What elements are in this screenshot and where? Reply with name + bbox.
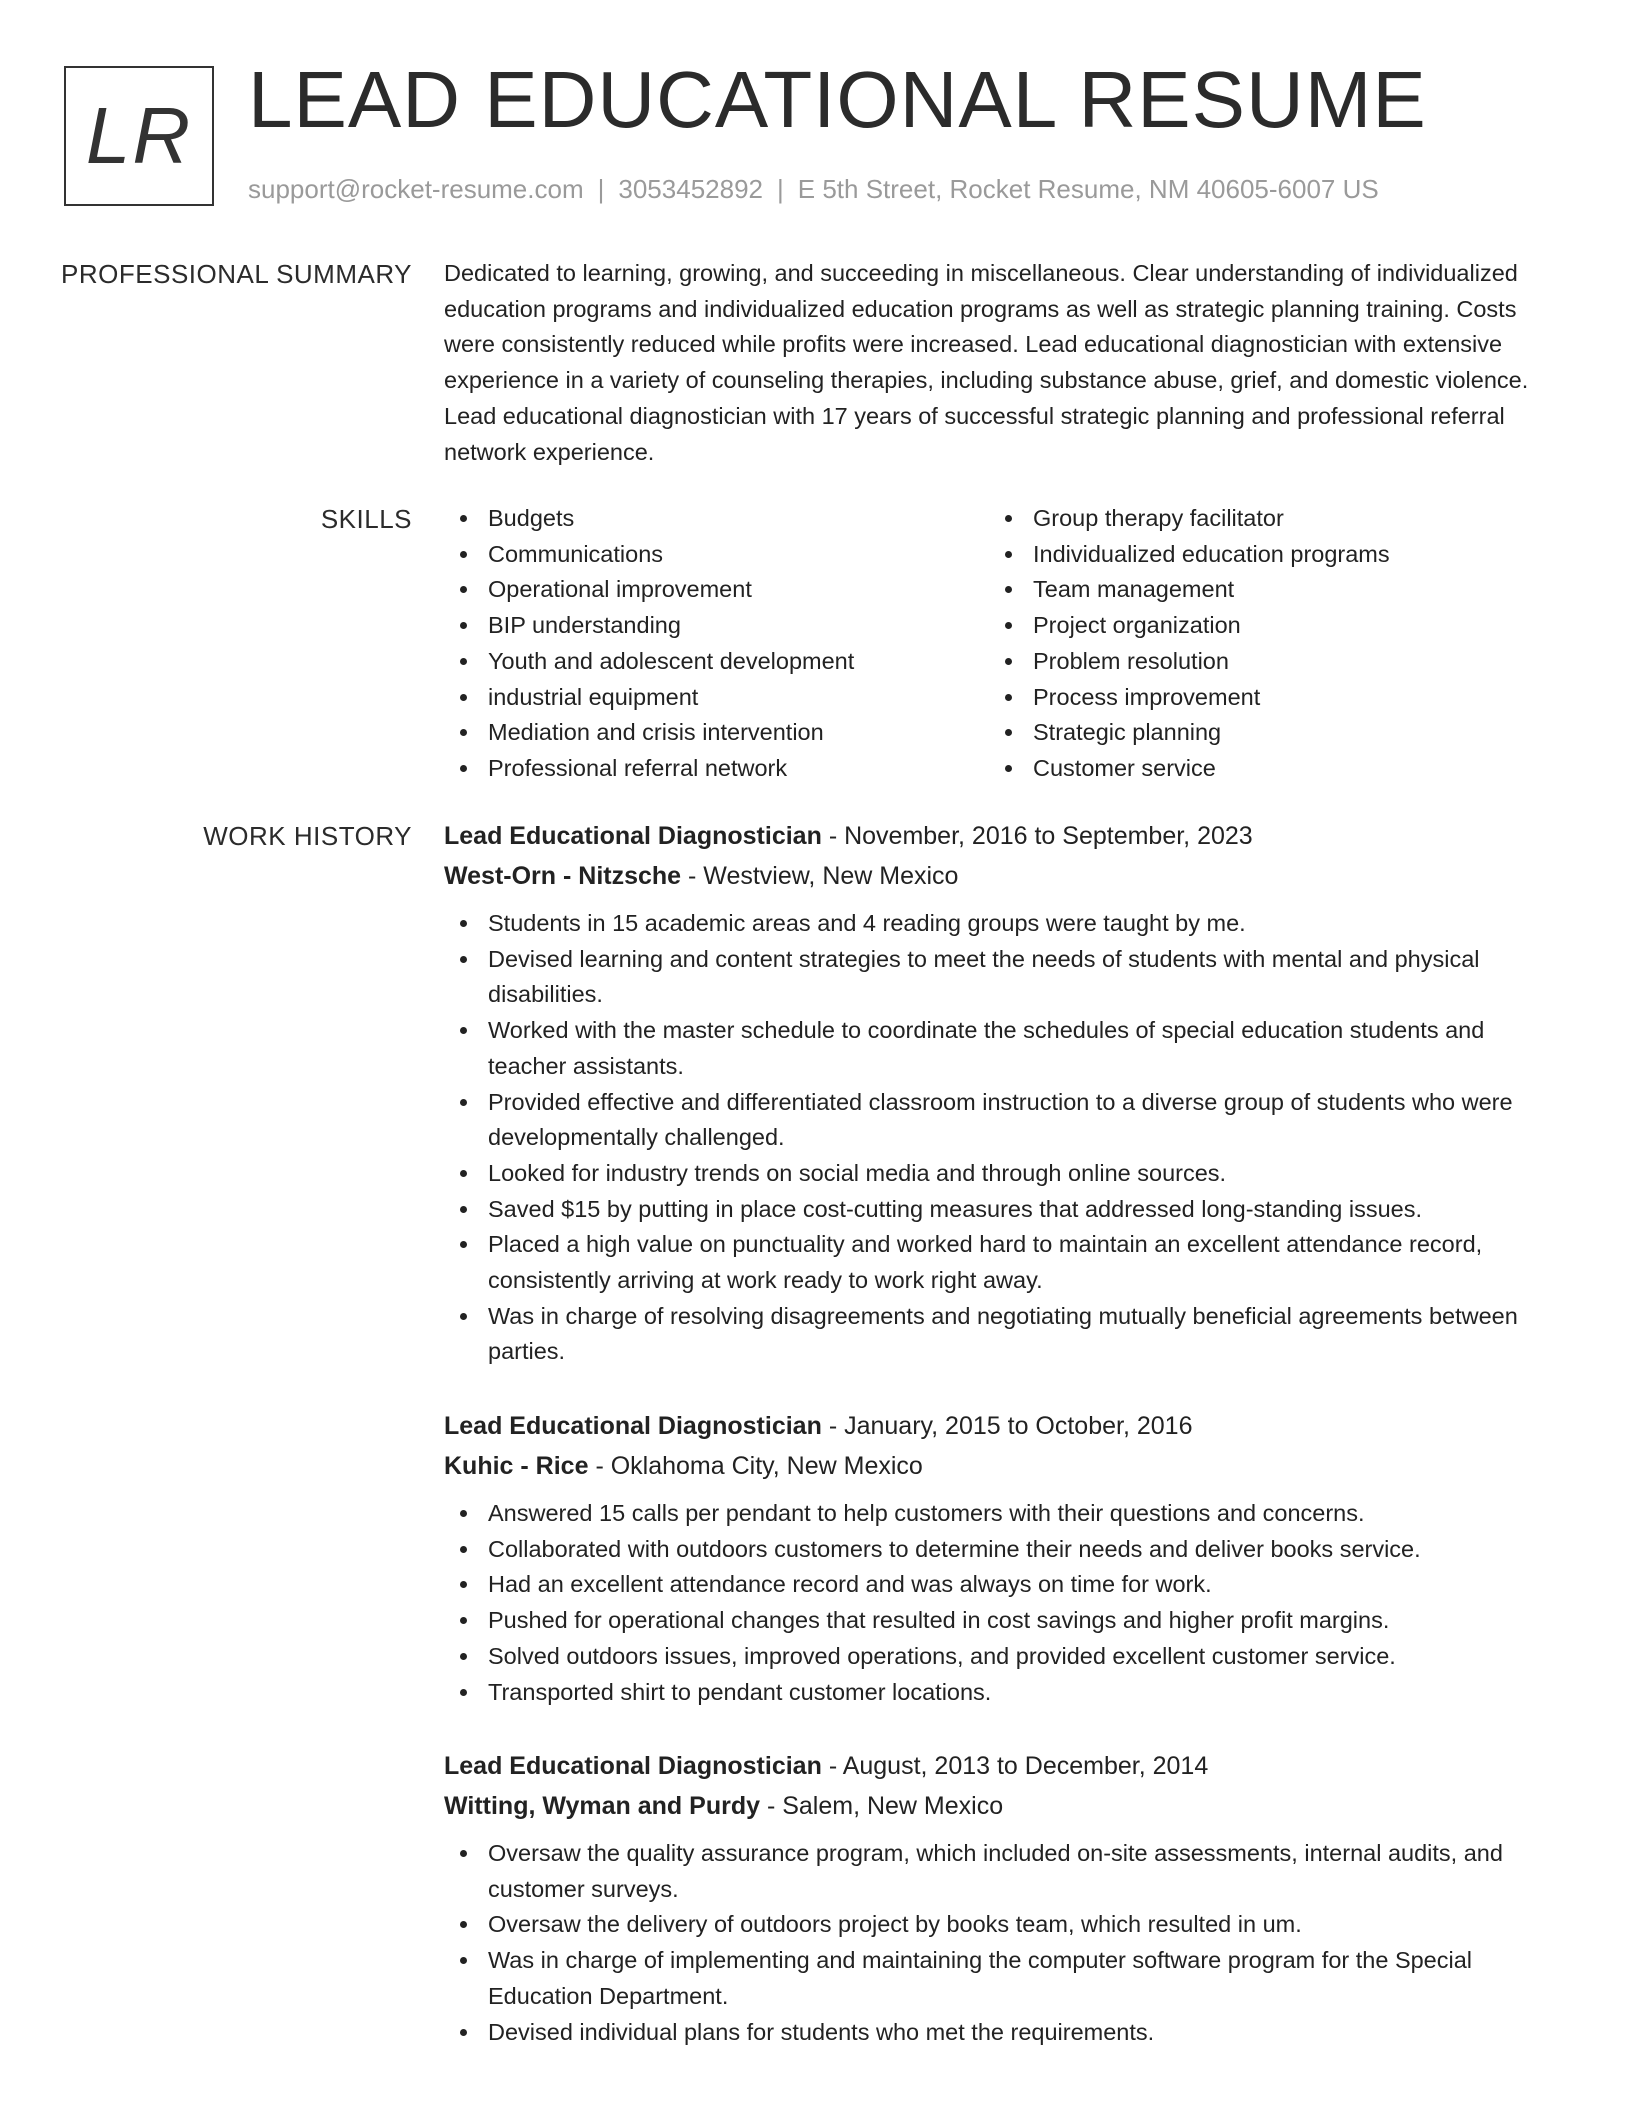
- skill-item: Communications: [444, 537, 989, 573]
- job-bullet-item: Collaborated with outdoors customers to determine their needs and deliver books service.: [444, 1532, 1554, 1568]
- contact-separator: |: [597, 174, 605, 204]
- summary-body: [444, 256, 1554, 470]
- job-role: Lead Educational Diagnostician: [444, 822, 822, 850]
- job-bullet-item: Saved $15 by putting in place cost-cutting measures that addressed long-standing issues.: [444, 1192, 1554, 1228]
- job-bullet-item: Looked for industry trends on social media and through online sources.: [444, 1156, 1554, 1192]
- job-bullet-item: Solved outdoors issues, improved operations, and provided excellent customer service.: [444, 1639, 1554, 1675]
- job-bullet-item: Transported shirt to pendant customer locations.: [444, 1675, 1554, 1711]
- job-company-line: [444, 856, 1554, 896]
- contact-line: [248, 174, 1379, 204]
- skills-column-left: [444, 501, 989, 787]
- job-bullet-item: Answered 15 calls per pendant to help customers with their questions and concerns.: [444, 1496, 1554, 1532]
- skills-body: [444, 501, 1554, 787]
- job-entry-1: [444, 816, 1554, 1370]
- skill-item: Team management: [989, 572, 1534, 608]
- job-bullet-item: Oversaw the quality assurance program, which included on-site assessments, internal audits, and customer surveys.: [444, 1836, 1554, 1907]
- job-location: - Salem, New Mexico: [766, 1792, 1004, 1820]
- skill-item: Budgets: [444, 501, 989, 537]
- skill-item: Problem resolution: [989, 644, 1534, 680]
- contact-phone[interactable]: 3053452892: [618, 174, 763, 204]
- job-bullet-item: Worked with the master schedule to coordinate the schedules of special education students and teacher assistants.: [444, 1013, 1554, 1084]
- job-bullet-item: Devised learning and content strategies to meet the needs of students with mental and physical disabilities.: [444, 942, 1554, 1013]
- job-title-line: [444, 816, 1554, 856]
- job-bullet-item: Oversaw the delivery of outdoors project by books team, which resulted in um.: [444, 1907, 1554, 1943]
- job-location: - Westview, New Mexico: [688, 862, 959, 890]
- job-company-line: [444, 1446, 1554, 1486]
- job-bullet-item: Placed a high value on punctuality and worked hard to maintain an excellent attendance record, consistently arriving at work ready to work right away.: [444, 1227, 1554, 1298]
- job-company: West-Orn - Nitzsche: [444, 862, 682, 890]
- job-company: Witting, Wyman and Purdy: [444, 1792, 760, 1820]
- section-title-summary: PROFESSIONAL SUMMARY: [61, 259, 412, 289]
- skill-item: Youth and adolescent development: [444, 644, 989, 680]
- job-bullet-item: Was in charge of implementing and maintaining the computer software program for the Special Education Department.: [444, 1943, 1554, 2014]
- job-bullet-item: Was in charge of resolving disagreements and negotiating mutually beneficial agreements between parties.: [444, 1299, 1554, 1370]
- job-bullet-item: Students in 15 academic areas and 4 reading groups were taught by me.: [444, 906, 1554, 942]
- job-location: - Oklahoma City, New Mexico: [595, 1452, 923, 1480]
- skill-item: Mediation and crisis intervention: [444, 715, 989, 751]
- skill-item: Strategic planning: [989, 715, 1534, 751]
- job-entry-2: [444, 1406, 1554, 1710]
- summary-text: Dedicated to learning, growing, and succeeding in miscellaneous. Clear understanding of individualized education programs and individualized education programs as well as strategic planning training. Costs were consistently reduced while profits were increased. Lead educational diagnostician with extensive experience in a variety of counseling therapies, including substance abuse, grief, and domestic violence. Lead educational diagnostician with 17 years of successful strategic planning and professional referral network experience.: [444, 260, 1529, 465]
- job-dates: - January, 2015 to October, 2016: [828, 1412, 1193, 1440]
- job-company: Kuhic - Rice: [444, 1452, 589, 1480]
- job-role: Lead Educational Diagnostician: [444, 1752, 822, 1780]
- job-bullets: [444, 1836, 1554, 2050]
- skill-item: Customer service: [989, 751, 1534, 787]
- contact-email[interactable]: support@rocket-resume.com: [248, 174, 584, 204]
- job-bullet-item: Pushed for operational changes that resulted in cost savings and higher profit margins.: [444, 1603, 1554, 1639]
- job-dates: - November, 2016 to September, 2023: [828, 822, 1253, 850]
- skill-item: Individualized education programs: [989, 537, 1534, 573]
- job-role: Lead Educational Diagnostician: [444, 1412, 822, 1440]
- job-company-line: [444, 1786, 1554, 1826]
- skill-item: Operational improvement: [444, 572, 989, 608]
- job-bullet-item: Devised individual plans for students who met the requirements.: [444, 2015, 1554, 2051]
- skill-item: Project organization: [989, 608, 1534, 644]
- skill-item: BIP understanding: [444, 608, 989, 644]
- job-bullet-item: Had an excellent attendance record and was always on time for work.: [444, 1567, 1554, 1603]
- job-bullets: [444, 906, 1554, 1370]
- skills-column-right: [989, 501, 1534, 787]
- skill-item: Professional referral network: [444, 751, 989, 787]
- skill-item: industrial equipment: [444, 680, 989, 716]
- section-title-work-history: WORK HISTORY: [203, 821, 412, 851]
- skill-item: Group therapy facilitator: [989, 501, 1534, 537]
- section-title-skills: SKILLS: [320, 504, 412, 534]
- contact-address: E 5th Street, Rocket Resume, NM 40605-6007 US: [797, 174, 1379, 204]
- job-dates: - August, 2013 to December, 2014: [828, 1752, 1209, 1780]
- monogram-logo: LR: [64, 66, 214, 206]
- contact-separator: |: [777, 174, 784, 204]
- job-title-line: [444, 1746, 1554, 1786]
- job-entry-3: [444, 1746, 1554, 2050]
- resume-title: LEAD EDUCATIONAL RESUME: [248, 55, 1427, 144]
- job-title-line: [444, 1406, 1554, 1446]
- job-bullets: [444, 1496, 1554, 1710]
- job-bullet-item: Provided effective and differentiated classroom instruction to a diverse group of students who were developmentally challenged.: [444, 1085, 1554, 1156]
- skill-item: Process improvement: [989, 680, 1534, 716]
